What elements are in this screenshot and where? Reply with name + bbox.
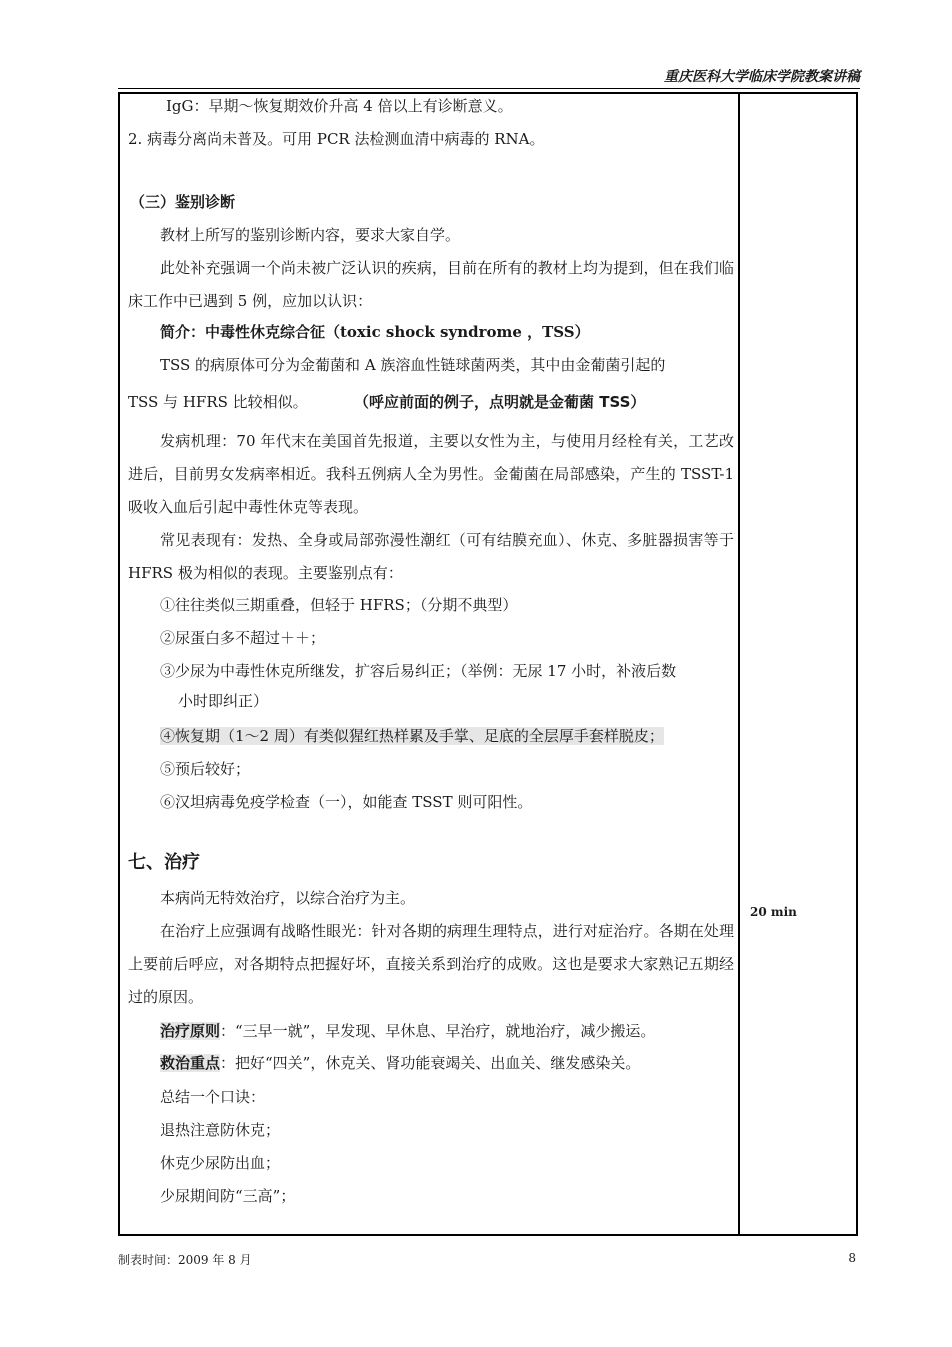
tss-pathogen-note: （呼应前面的例子，点明就是金葡菌 TSS） [354, 393, 646, 411]
header-rule [118, 88, 860, 89]
page-number: 8 [848, 1251, 856, 1265]
section3-heading: （三）鉴别诊断 [130, 193, 236, 211]
strategy-paragraph: 在治疗上应强调有战略性眼光：针对各期的病理生理特点，进行对症治疗。各期在处理上要前后呼应，对各期特点把握好坏，直接关系到治疗的成败。这也是要求大家熟记五期经过的原因。 [128, 922, 734, 1006]
tss-pathogen-line-1: TSS 的病原体可分为金葡菌和 A 族溶血性链球菌两类，其中由金葡菌引起的 [160, 356, 666, 374]
pathogenesis-paragraph: 发病机理：70 年代末在美国首先报道，主要以女性为主，与使用月经栓有关，工艺改进后，目前男女发病率相近。我科五例病人全为男性。金葡菌在局部感染，产生的 TSST-1 吸收入血后引起中毒性休克等表现。 [128, 432, 734, 516]
time-allocation: 20 min [750, 905, 797, 919]
mnemonic-3: 少尿期间防“三高”； [160, 1187, 296, 1205]
focus-label: 救治重点 [160, 1054, 221, 1072]
tss-pathogen-line-2: TSS 与 HFRS 比较相似。 [128, 393, 308, 411]
header-title: 重庆医科大学临床学院教案讲稿 [664, 69, 860, 85]
diff-point-4-highlight: ④恢复期（1～2 周）有类似猩红热样累及手掌、足底的全层厚手套样脱皮； [160, 727, 664, 745]
diff-point-5: ⑤预后较好； [160, 760, 251, 778]
principle-label: 治疗原则 [160, 1022, 221, 1040]
diff-point-4 [160, 725, 664, 747]
diff-point-2: ②尿蛋白多不超过＋＋； [160, 629, 326, 647]
symptoms-paragraph: 常见表现有：发热、全身或局部弥漫性潮红（可有结膜充血）、休克、多脏器损害等于 HFRS 极为相似的表现。主要鉴别点有： [128, 531, 734, 582]
section7-heading: 七、治疗 [128, 852, 200, 873]
mnemonic-1: 退热注意防休克； [160, 1121, 281, 1139]
self-study-line: 教材上所写的鉴别诊断内容，要求大家自学。 [160, 226, 461, 244]
diff-point-1: ①往往类似三期重叠，但轻于 HFRS；（分期不典型） [160, 596, 518, 614]
principle-line [160, 1020, 655, 1042]
focus-line [160, 1052, 640, 1074]
tss-intro-label: 简介：中毒性休克综合征（toxic shock syndrome ，TSS） [160, 323, 590, 341]
footer-date: 制表时间：2009 年 8 月 [118, 1253, 252, 1267]
diff-point-6: ⑥汉坦病毒免疫学检查（一），如能查 TSST 则可阳性。 [160, 793, 533, 811]
no-specific-line: 本病尚无特效治疗，以综合治疗为主。 [160, 889, 416, 907]
igg-line: IgG：早期～恢复期效价升高 4 倍以上有诊断意义。 [166, 97, 513, 115]
diff-point-3-cont: 小时即纠正） [178, 692, 269, 710]
diff-point-3: ③少尿为中毒性休克所继发，扩容后易纠正；（举例：无尿 17 小时，补液后数 [160, 662, 677, 680]
mnemonic-2: 休克少尿防出血； [160, 1154, 281, 1172]
supplement-paragraph: 此处补充强调一个尚未被广泛认识的疾病，目前在所有的教材上均为提到，但在我们临床工作中已遇到 5 例，应加以认识： [128, 259, 734, 310]
pcr-line: 2. 病毒分离尚未普及。可用 PCR 法检测血清中病毒的 RNA。 [128, 130, 545, 148]
column-divider [738, 92, 740, 1236]
summary-intro: 总结一个口诀： [160, 1088, 266, 1106]
focus-text: ：把好“四关”，休克关、肾功能衰竭关、出血关、继发感染关。 [220, 1054, 641, 1072]
principle-text: ：“三早一就”，早发现、早休息、早治疗，就地治疗，减少搬运。 [220, 1022, 656, 1040]
